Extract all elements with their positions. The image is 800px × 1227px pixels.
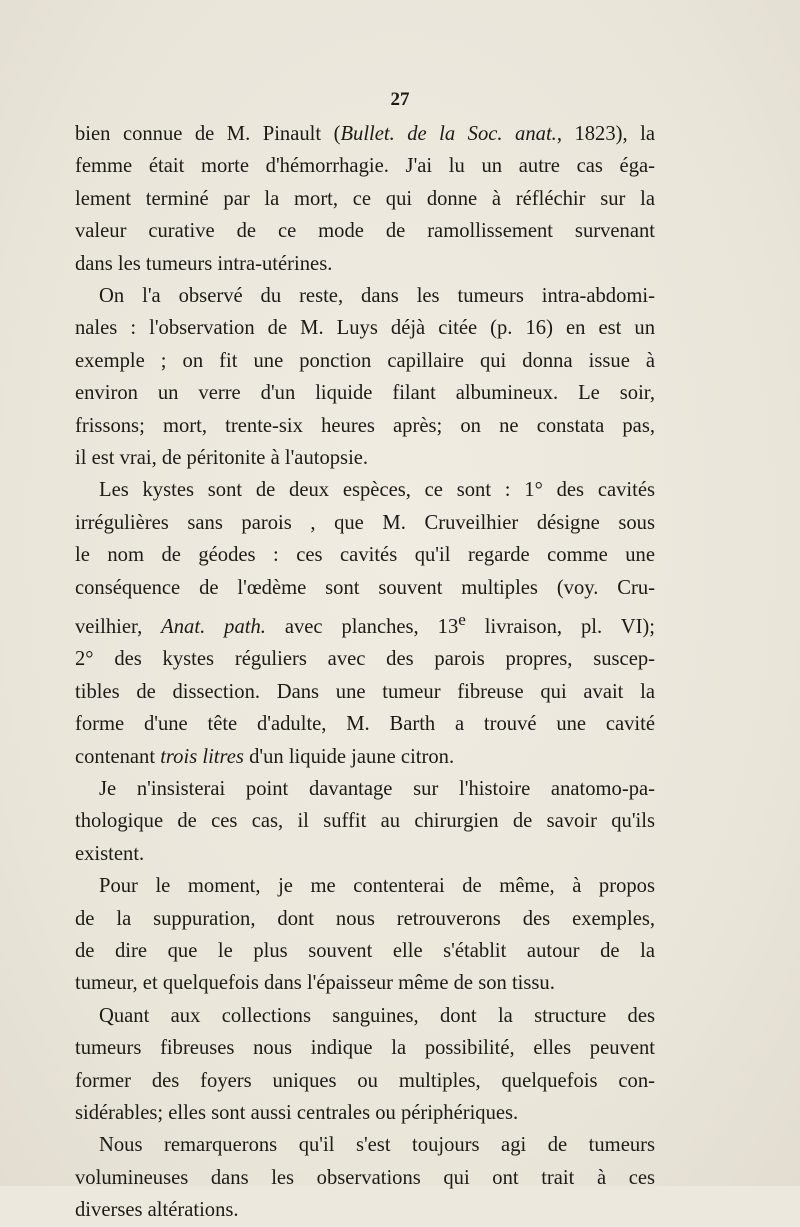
paragraph	[75, 1000, 655, 1130]
text-line: conséquence de l'œdème sont souvent multiples (voy. Cru-	[75, 576, 655, 599]
text-line: former des foyers uniques ou multiples, quelquefois con-	[75, 1069, 655, 1092]
text-line: tibles de dissection. Dans une tumeur fibreuse qui avait la	[75, 680, 655, 703]
paragraph	[75, 870, 655, 1000]
page-number: 27	[390, 89, 410, 110]
text-line: Quant aux collections sanguines, dont la structure des	[99, 1004, 655, 1027]
text-line: tumeurs fibreuses nous indique la possibilité, elles peuvent	[75, 1037, 655, 1060]
text-line: Je n'insisterai point davantage sur l'histoire anatomo-pa-	[99, 777, 655, 800]
text-line: bien connue de M. Pinault (Bullet. de la Soc. anat., 1823), la	[75, 123, 655, 145]
text-line: forme d'une tête d'adulte, M. Barth a trouvé une cavité	[75, 713, 655, 736]
text-line: environ un verre d'un liquide filant albumineux. Le soir,	[75, 382, 655, 405]
text-line: de la suppuration, dont nous retrouverons des exemples,	[75, 907, 655, 930]
text-line: existent.	[75, 842, 145, 865]
text-line: veilhier, Anat. path. avec planches, 13e livraison, pl. VI);	[75, 610, 656, 638]
text-line: lement terminé par la mort, ce qui donne à réfléchir sur la	[75, 187, 655, 210]
paragraph	[75, 118, 655, 280]
text-line: frissons; mort, trente-six heures après; on ne constata pas,	[75, 414, 655, 437]
text-line: irrégulières sans parois , que M. Cruveilhier désigne sous	[75, 511, 655, 534]
text-line: sidérables; elles sont aussi centrales ou périphériques.	[75, 1102, 519, 1125]
text-line: valeur curative de ce mode de ramollissement survenant	[75, 220, 655, 243]
text-line: Pour le moment, je me contenterai de même, à propos	[99, 875, 655, 898]
text-line: de dire que le plus souvent elle s'établit autour de la	[75, 940, 655, 963]
text-line: dans les tumeurs intra-utérines.	[75, 252, 333, 275]
paragraph	[75, 280, 655, 474]
text-line: diverses altérations.	[75, 1199, 239, 1222]
text-line: il est vrai, de péritonite à l'autopsie.	[75, 447, 369, 470]
text-line: volumineuses dans les observations qui ont trait à ces	[75, 1166, 655, 1189]
text-line: contenant trois litres d'un liquide jaune citron.	[75, 745, 455, 768]
text-line: nales : l'observation de M. Luys déjà citée (p. 16) en est un	[75, 317, 655, 340]
paragraph	[75, 773, 655, 870]
text-line: thologique de ces cas, il suffit au chirurgien de savoir qu'ils	[75, 810, 655, 833]
text-line: On l'a observé du reste, dans les tumeurs intra-abdomi-	[99, 285, 655, 308]
text-line: Les kystes sont de deux espèces, ce sont : 1° des cavités	[99, 479, 655, 502]
text-line: tumeur, et quelquefois dans l'épaisseur même de son tissu.	[75, 972, 555, 995]
paragraph	[75, 474, 655, 773]
text-line: 2° des kystes réguliers avec des parois propres, suscep-	[75, 648, 655, 671]
text-line: femme était morte d'hémorrhagie. J'ai lu un autre cas éga-	[75, 155, 655, 178]
text-line: Nous remarquerons qu'il s'est toujours agi de tumeurs	[99, 1134, 655, 1157]
text-line: exemple ; on fit une ponction capillaire qui donna issue à	[75, 349, 655, 372]
text-line: le nom de géodes : ces cavités qu'il regarde comme une	[75, 544, 655, 567]
body-text	[75, 118, 655, 1227]
paragraph	[75, 1129, 655, 1226]
